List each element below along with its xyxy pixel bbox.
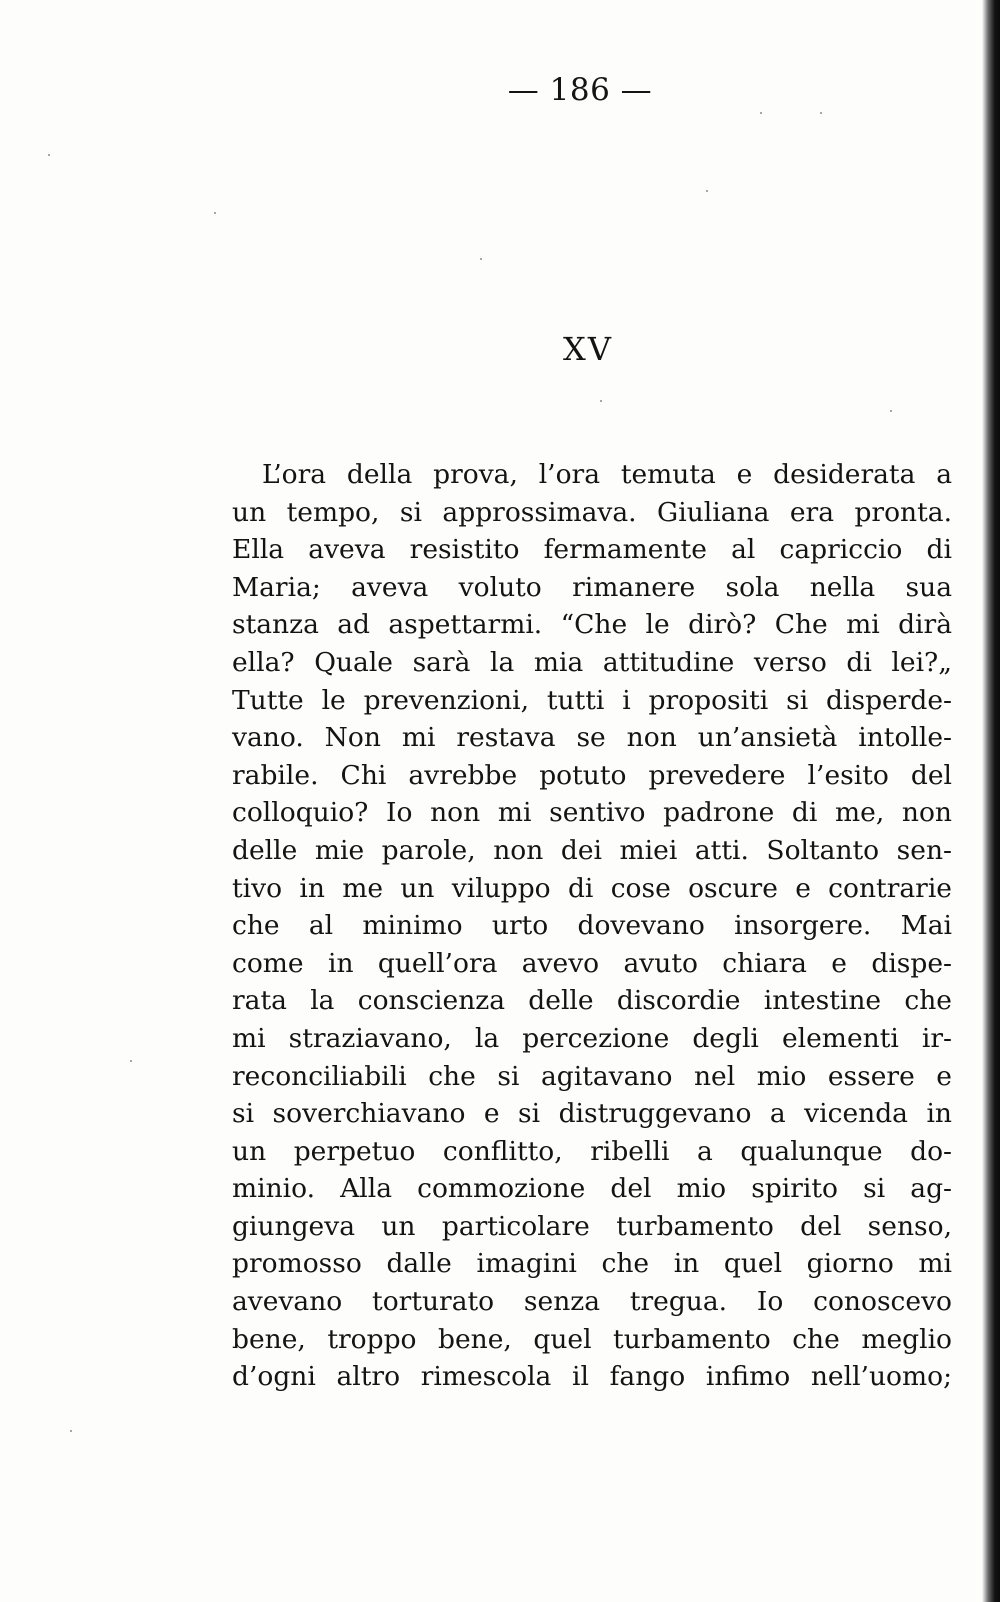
paper-speck <box>214 212 216 214</box>
body-text <box>232 456 952 1396</box>
text-line: un perpetuo conflitto, ribelli a qualunque do- <box>232 1135 952 1167</box>
text-line: Maria; aveva voluto rimanere sola nella sua <box>232 571 952 603</box>
text-line: reconciliabili che si agitavano nel mio essere e <box>232 1060 952 1092</box>
text-line: colloquio? Io non mi sentivo padrone di me, non <box>232 797 952 829</box>
text-line: delle mie parole, non dei miei atti. Soltanto sen- <box>232 834 952 866</box>
text-line: rata la conscienza delle discordie intestine che <box>232 985 952 1017</box>
text-line: si soverchiavano e si distruggevano a vicenda in <box>232 1098 952 1130</box>
text-line: minio. Alla commozione del mio spirito si ag- <box>232 1173 952 1205</box>
chapter-title: XV <box>563 330 613 368</box>
text-line: Tutte le prevenzioni, tutti i propositi si disperde- <box>232 684 952 716</box>
paper-speck <box>760 112 762 114</box>
text-line: promosso dalle imagini che in quel giorno mi <box>232 1248 952 1280</box>
paper-speck <box>480 258 482 260</box>
text-line: un tempo, si approssimava. Giuliana era pronta. <box>232 496 952 528</box>
paper-speck <box>820 112 822 114</box>
page-number: — 186 — <box>507 72 653 108</box>
text-line: mi straziavano, la percezione degli elementi ir- <box>232 1022 952 1054</box>
text-line: bene, troppo bene, quel turbamento che meglio <box>232 1323 952 1355</box>
paper-speck <box>890 410 892 412</box>
paper-speck <box>70 1430 72 1432</box>
text-line: L’ora della prova, l’ora temuta e desiderata a <box>262 459 952 490</box>
text-line: giungeva un particolare turbamento del senso, <box>232 1210 952 1242</box>
text-line: come in quell’ora avevo avuto chiara e dispe- <box>232 947 952 979</box>
paper-speck <box>600 400 602 402</box>
text-line: ella? Quale sarà la mia attitudine verso di lei?„ <box>232 646 952 678</box>
paper-speck <box>48 154 50 156</box>
text-line: avevano torturato senza tregua. Io conoscevo <box>232 1286 952 1318</box>
text-line: rabile. Chi avrebbe potuto prevedere l’esito del <box>232 759 952 791</box>
paper-speck <box>706 190 708 192</box>
text-line: stanza ad aspettarmi. “Che le dirò? Che mi dirà <box>232 609 952 641</box>
paper-speck <box>130 1060 132 1062</box>
text-line: tivo in me un viluppo di cose oscure e contrarie <box>232 872 952 904</box>
text-line: d’ogni altro rimescola il fango infimo nell’uomo; <box>232 1361 952 1393</box>
text-line: Ella aveva resistito fermamente al capriccio di <box>232 534 952 566</box>
page-binding-edge <box>982 0 1000 1602</box>
text-line: vano. Non mi restava se non un’ansietà intolle- <box>232 722 952 754</box>
text-line: che al minimo urto dovevano insorgere. Mai <box>232 910 952 942</box>
